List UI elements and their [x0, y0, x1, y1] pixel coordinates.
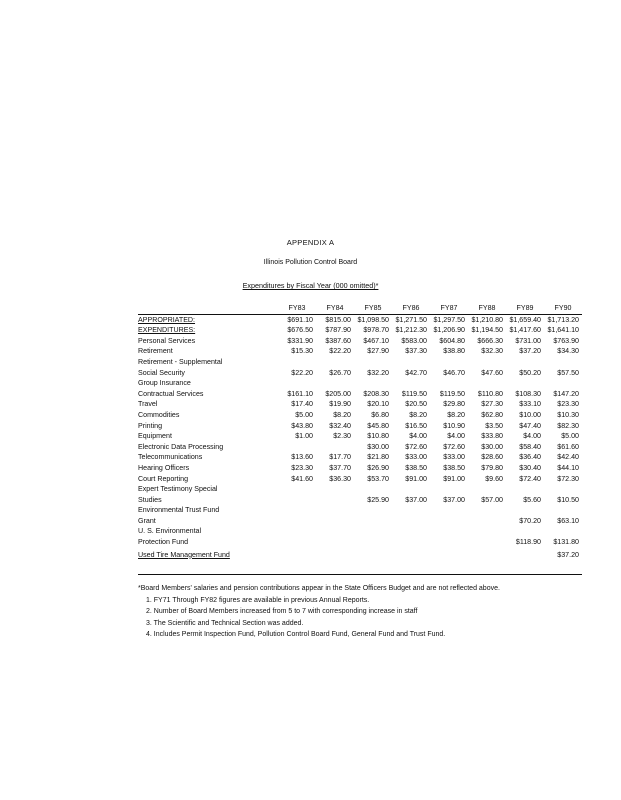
value-cell — [354, 378, 392, 389]
value-cell: $38.50 — [405, 463, 427, 472]
appendix-title: APPENDIX A — [286, 238, 335, 247]
year-header: FY87 — [430, 303, 468, 314]
value-cell: $1,210.80 — [471, 315, 503, 324]
value-cell: $208.30 — [363, 389, 389, 398]
value-cell — [468, 526, 506, 537]
value-cell — [430, 357, 468, 368]
value-cell — [392, 526, 430, 537]
value-cell: $33.00 — [443, 453, 465, 462]
value-cell — [506, 526, 544, 537]
value-cell: $47.60 — [481, 368, 503, 377]
value-cell: $1,271.50 — [395, 315, 427, 324]
value-cell: $50.20 — [519, 368, 541, 377]
value-cell: $1,212.30 — [395, 326, 427, 335]
value-cell: $91.00 — [443, 474, 465, 483]
value-cell: $4.00 — [523, 432, 541, 441]
footnote-1: 1. FY71 Through FY82 figures are available in previous Annual Reports. — [146, 596, 370, 604]
value-cell: $731.00 — [515, 336, 541, 345]
value-cell: $9.60 — [485, 474, 503, 483]
table-row — [138, 526, 582, 537]
value-cell: $27.30 — [481, 400, 503, 409]
footnote-star: *Board Members' salaries and pension contributions appear in the State Officers Budget and are not reflected above. — [138, 585, 500, 592]
footnote-3: 3. The Scientific and Technical Section was added. — [146, 619, 304, 627]
year-header: FY90 — [544, 303, 582, 314]
value-cell: $30.00 — [367, 442, 389, 451]
value-cell — [468, 357, 506, 368]
value-cell: $91.00 — [405, 474, 427, 483]
value-cell — [430, 378, 468, 389]
value-cell: $61.60 — [557, 442, 579, 451]
row-label: Grant — [138, 516, 156, 525]
value-cell: $16.50 — [405, 421, 427, 430]
value-cell: $63.10 — [557, 516, 579, 525]
value-cell: $118.90 — [515, 538, 541, 547]
value-cell: $666.30 — [477, 336, 503, 345]
value-cell: $57.00 — [481, 495, 503, 504]
value-cell: $8.20 — [333, 410, 351, 419]
value-cell — [468, 548, 506, 562]
value-cell — [392, 378, 430, 389]
value-cell — [278, 495, 316, 506]
value-cell: $57.50 — [557, 368, 579, 377]
row-label: APPROPRIATED: — [138, 315, 196, 324]
value-cell: $604.80 — [439, 336, 465, 345]
value-cell — [506, 484, 544, 495]
value-cell: $110.80 — [477, 389, 503, 398]
value-cell: $1,417.60 — [509, 326, 541, 335]
year-header: FY85 — [354, 303, 392, 314]
value-cell: $4.00 — [409, 432, 427, 441]
value-cell: $161.10 — [287, 389, 313, 398]
table-row — [138, 495, 582, 506]
value-cell: $691.10 — [287, 315, 313, 324]
row-label: Studies — [138, 495, 162, 504]
row-label: EXPENDITURES: — [138, 326, 196, 335]
value-cell: $119.50 — [439, 389, 465, 398]
value-cell: $33.80 — [481, 432, 503, 441]
value-cell — [354, 484, 392, 495]
value-cell: $119.50 — [401, 389, 427, 398]
value-cell: $10.30 — [557, 410, 579, 419]
value-cell: $22.20 — [291, 368, 313, 377]
value-cell — [468, 484, 506, 495]
value-cell: $2.30 — [333, 432, 351, 441]
year-header-row — [138, 303, 582, 314]
value-cell: $8.20 — [447, 410, 465, 419]
footer-divider — [138, 574, 582, 575]
value-cell — [430, 516, 468, 527]
value-cell — [354, 516, 392, 527]
value-cell: $5.00 — [295, 410, 313, 419]
row-label: Telecommunications — [138, 453, 203, 462]
value-cell — [278, 505, 316, 516]
value-cell — [544, 357, 582, 368]
value-cell: $676.50 — [287, 326, 313, 335]
value-cell: $62.80 — [481, 410, 503, 419]
value-cell: $26.90 — [367, 463, 389, 472]
value-cell — [468, 516, 506, 527]
value-cell: $43.80 — [291, 421, 313, 430]
year-header: FY84 — [316, 303, 354, 314]
value-cell: $23.30 — [291, 463, 313, 472]
table-subtitle: Expenditures by Fiscal Year (000 omitted)* — [242, 281, 379, 290]
value-cell: $26.70 — [329, 368, 351, 377]
value-cell: $47.40 — [519, 421, 541, 430]
value-cell: $37.30 — [405, 347, 427, 356]
value-cell: $32.20 — [367, 368, 389, 377]
value-cell — [544, 526, 582, 537]
value-cell: $46.70 — [443, 368, 465, 377]
value-cell — [278, 548, 316, 562]
table-row — [138, 336, 582, 347]
value-cell: $37.00 — [405, 495, 427, 504]
value-cell: $37.20 — [519, 347, 541, 356]
value-cell — [468, 537, 506, 548]
year-header: FY89 — [506, 303, 544, 314]
value-cell: $15.30 — [291, 347, 313, 356]
value-cell: $82.30 — [557, 421, 579, 430]
value-cell: $5.00 — [561, 432, 579, 441]
value-cell — [354, 537, 392, 548]
table-row — [138, 463, 582, 474]
value-cell: $20.50 — [405, 400, 427, 409]
table-row — [138, 357, 582, 368]
value-cell: $10.00 — [519, 410, 541, 419]
value-cell: $79.80 — [481, 463, 503, 472]
table-body — [138, 314, 582, 562]
value-cell: $41.60 — [291, 474, 313, 483]
value-cell: $28.60 — [481, 453, 503, 462]
value-cell: $34.30 — [557, 347, 579, 356]
value-cell: $1,297.50 — [433, 315, 465, 324]
value-cell: $53.70 — [367, 474, 389, 483]
value-cell: $1,713.20 — [547, 315, 579, 324]
value-cell — [278, 442, 316, 453]
value-cell — [316, 505, 354, 516]
value-cell: $5.60 — [523, 495, 541, 504]
value-cell — [544, 484, 582, 495]
value-cell — [278, 378, 316, 389]
value-cell: $37.20 — [557, 550, 579, 559]
value-cell — [506, 505, 544, 516]
value-cell: $21.80 — [367, 453, 389, 462]
value-cell — [430, 505, 468, 516]
value-cell — [278, 357, 316, 368]
table-row — [138, 452, 582, 463]
row-label: U. S. Environmental — [138, 527, 202, 536]
value-cell: $787.90 — [325, 326, 351, 335]
value-cell: $387.60 — [325, 336, 351, 345]
table-row — [138, 399, 582, 410]
value-cell: $147.20 — [553, 389, 579, 398]
value-cell: $10.90 — [443, 421, 465, 430]
value-cell: $17.70 — [329, 453, 351, 462]
value-cell: $131.80 — [553, 538, 579, 547]
value-cell: $58.40 — [519, 442, 541, 451]
value-cell — [392, 516, 430, 527]
row-label: Equipment — [138, 432, 172, 441]
row-label: Used Tire Management Fund — [138, 550, 230, 559]
value-cell: $45.80 — [367, 421, 389, 430]
value-cell: $72.60 — [443, 442, 465, 451]
value-cell — [430, 484, 468, 495]
value-cell: $8.20 — [409, 410, 427, 419]
value-cell — [316, 526, 354, 537]
value-cell — [392, 357, 430, 368]
value-cell — [354, 505, 392, 516]
row-label: Hearing Officers — [138, 463, 190, 472]
value-cell — [392, 548, 430, 562]
value-cell: $815.00 — [325, 315, 351, 324]
footnote-2: 2. Number of Board Members increased from 5 to 7 with corresponding increase in staff — [146, 608, 418, 615]
value-cell: $19.90 — [329, 400, 351, 409]
expenditures-table — [138, 303, 582, 562]
value-cell: $72.30 — [557, 474, 579, 483]
value-cell: $42.70 — [405, 368, 427, 377]
value-cell: $30.00 — [481, 442, 503, 451]
year-header: FY88 — [468, 303, 506, 314]
value-cell: $331.90 — [287, 336, 313, 345]
value-cell: $42.40 — [557, 453, 579, 462]
value-cell: $1,206.90 — [433, 326, 465, 335]
value-cell: $1,659.40 — [509, 315, 541, 324]
value-cell: $32.40 — [329, 421, 351, 430]
table-row — [138, 431, 582, 442]
value-cell: $1,194.50 — [471, 326, 503, 335]
value-cell: $33.00 — [405, 453, 427, 462]
value-cell: $27.90 — [367, 347, 389, 356]
table-row — [138, 442, 582, 453]
footnote-4: 4. Includes Permit Inspection Fund, Pollution Control Board Fund, General Fund and Trust Fund. — [146, 631, 446, 638]
value-cell: $10.80 — [367, 432, 389, 441]
value-cell: $72.60 — [405, 442, 427, 451]
value-cell — [316, 516, 354, 527]
value-cell: $467.10 — [363, 336, 389, 345]
value-cell: $23.30 — [557, 400, 579, 409]
value-cell: $10.50 — [557, 495, 579, 504]
value-cell — [316, 537, 354, 548]
value-cell: $25.90 — [367, 495, 389, 504]
year-header: FY86 — [392, 303, 430, 314]
value-cell — [316, 442, 354, 453]
value-cell — [468, 378, 506, 389]
row-label: Retirement - Supplemental — [138, 357, 223, 366]
header-blank — [138, 303, 278, 314]
table-row — [138, 346, 582, 357]
row-label: Commodities — [138, 410, 180, 419]
value-cell: $22.20 — [329, 347, 351, 356]
value-cell: $978.70 — [363, 326, 389, 335]
value-cell — [392, 537, 430, 548]
value-cell: $205.00 — [325, 389, 351, 398]
value-cell: $38.50 — [443, 463, 465, 472]
value-cell — [430, 548, 468, 562]
value-cell — [316, 495, 354, 506]
table-row — [138, 325, 582, 336]
value-cell — [316, 548, 354, 562]
value-cell: $32.30 — [481, 347, 503, 356]
year-header: FY83 — [278, 303, 316, 314]
value-cell: $37.70 — [329, 463, 351, 472]
table-row — [138, 421, 582, 432]
footnotes — [138, 583, 500, 641]
board-name: Illinois Pollution Control Board — [263, 259, 358, 266]
value-cell — [316, 357, 354, 368]
table-row — [138, 548, 582, 562]
value-cell: $1,641.10 — [547, 326, 579, 335]
value-cell — [544, 378, 582, 389]
value-cell — [544, 505, 582, 516]
value-cell — [278, 526, 316, 537]
value-cell — [316, 378, 354, 389]
row-label: Expert Testimony Special — [138, 485, 218, 494]
value-cell — [430, 537, 468, 548]
value-cell: $36.30 — [329, 474, 351, 483]
value-cell: $6.80 — [371, 410, 389, 419]
value-cell: $763.90 — [553, 336, 579, 345]
value-cell: $108.30 — [515, 389, 541, 398]
value-cell — [354, 526, 392, 537]
row-label: Retirement — [138, 347, 173, 356]
value-cell: $20.10 — [367, 400, 389, 409]
value-cell — [430, 526, 468, 537]
value-cell: $70.20 — [519, 516, 541, 525]
value-cell: $4.00 — [447, 432, 465, 441]
value-cell — [354, 548, 392, 562]
table-row — [138, 378, 582, 389]
value-cell: $17.40 — [291, 400, 313, 409]
value-cell: $72.40 — [519, 474, 541, 483]
row-label: Environmental Trust Fund — [138, 506, 220, 515]
table-row — [138, 368, 582, 379]
table-row — [138, 314, 582, 325]
value-cell: $1.00 — [295, 432, 313, 441]
row-label: Social Security — [138, 368, 185, 377]
value-cell: $33.10 — [519, 400, 541, 409]
value-cell: $583.00 — [401, 336, 427, 345]
value-cell: $13.60 — [291, 453, 313, 462]
table-row — [138, 537, 582, 548]
row-label: Contractual Services — [138, 389, 204, 398]
value-cell: $1,098.50 — [357, 315, 389, 324]
value-cell — [278, 484, 316, 495]
value-cell — [506, 378, 544, 389]
value-cell: $36.40 — [519, 453, 541, 462]
table-row — [138, 484, 582, 495]
value-cell — [354, 357, 392, 368]
row-label: Protection Fund — [138, 538, 189, 547]
value-cell — [506, 357, 544, 368]
value-cell — [392, 484, 430, 495]
value-cell: $29.80 — [443, 400, 465, 409]
value-cell — [316, 484, 354, 495]
row-label: Court Reporting — [138, 474, 189, 483]
row-label: Electronic Data Processing — [138, 442, 224, 451]
table-row — [138, 389, 582, 400]
table-row — [138, 516, 582, 527]
value-cell — [468, 505, 506, 516]
row-label: Personal Services — [138, 336, 196, 345]
value-cell — [506, 548, 544, 562]
value-cell: $44.10 — [557, 463, 579, 472]
value-cell — [392, 505, 430, 516]
value-cell: $3.50 — [485, 421, 503, 430]
value-cell — [278, 537, 316, 548]
table-row — [138, 410, 582, 421]
row-label: Printing — [138, 421, 163, 430]
value-cell: $30.40 — [519, 463, 541, 472]
row-label: Travel — [138, 400, 158, 409]
row-label: Group Insurance — [138, 379, 191, 388]
value-cell — [278, 516, 316, 527]
value-cell: $38.80 — [443, 347, 465, 356]
table-row — [138, 474, 582, 485]
value-cell: $37.00 — [443, 495, 465, 504]
table-row — [138, 505, 582, 516]
